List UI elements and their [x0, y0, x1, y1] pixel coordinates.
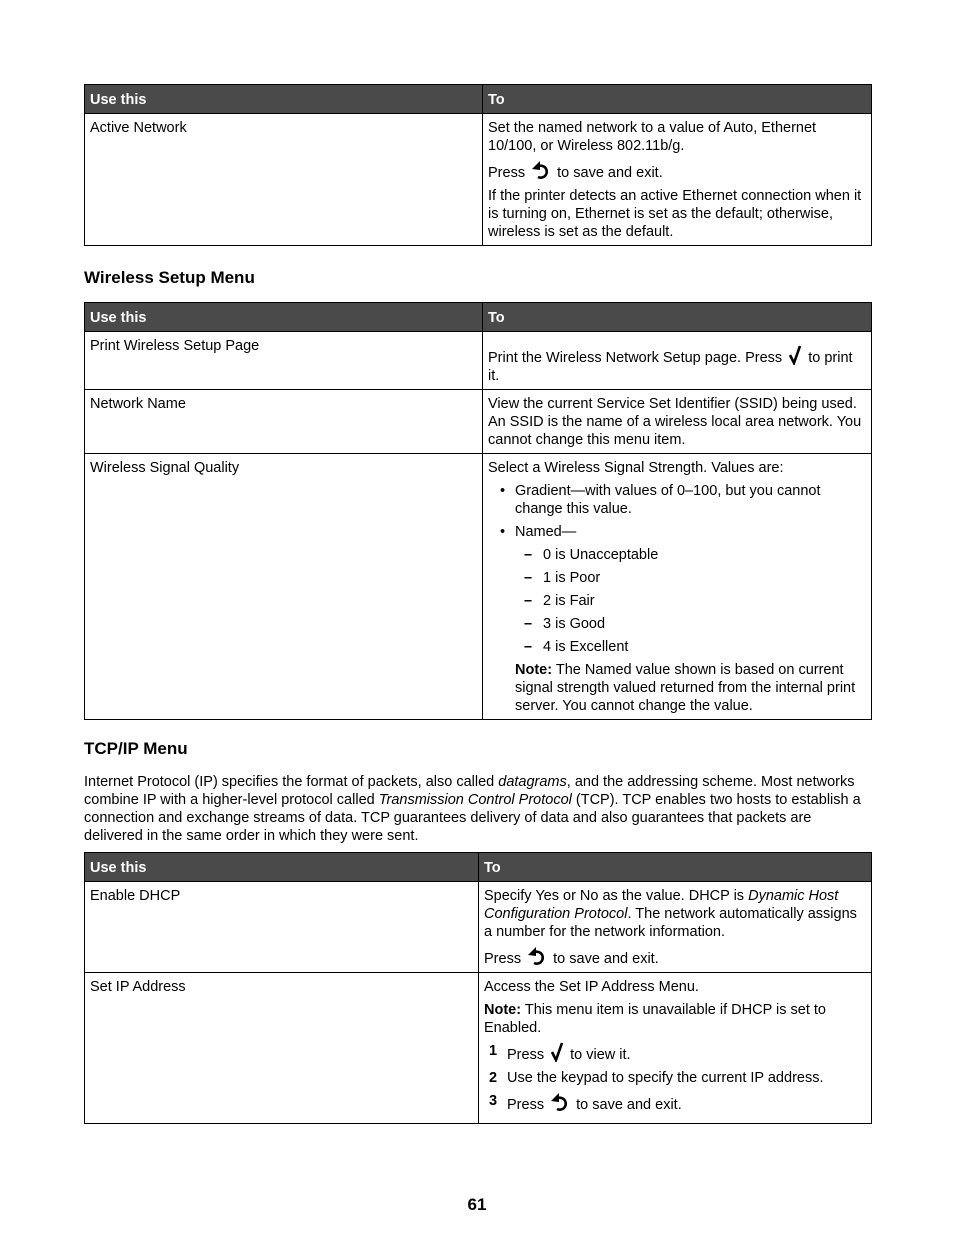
list-item: – 0 is Unacceptable [524, 547, 659, 563]
column-header-to: To [483, 85, 872, 114]
list-item: – 3 is Good [524, 616, 606, 632]
setting-name: Enable DHCP [85, 882, 479, 973]
tcpip-menu-heading: TCP/IP Menu [84, 739, 188, 758]
column-header-use-this: Use this [85, 303, 483, 332]
setting-name: Print Wireless Setup Page [85, 332, 483, 390]
setting-description: Set the named network to a value of Auto, Ethernet 10/100, or Wireless 802.11b/g. Press to save and exit. If the printer detects an active Ethernet connection when it is turning on, Ethernet is set as the default; otherwise, wireless is set as the default. [483, 114, 872, 246]
table-row [85, 390, 872, 454]
setting-name: Set IP Address [85, 973, 479, 1124]
list-item: • Named— [488, 523, 866, 541]
table-row [85, 332, 872, 390]
back-arrow-icon [550, 1092, 570, 1112]
list-item: 1 Press to view it. [489, 1043, 631, 1063]
column-header-use-this: Use this [85, 853, 479, 882]
press-instruction: Press to save and exit. [488, 160, 866, 182]
setting-description: Print the Wireless Network Setup page. Press to print it. [483, 332, 872, 390]
page-number: 61 [467, 1195, 487, 1214]
table-row [85, 882, 872, 973]
active-network-table [84, 84, 872, 246]
table-row [85, 114, 872, 246]
back-arrow-icon [527, 946, 547, 966]
table-header-row [85, 85, 872, 114]
setting-description: Specify Yes or No as the value. DHCP is Dynamic Host Configuration Protocol. The network automatically assigns a number for the network information. Press to save and exit. [479, 882, 872, 973]
checkmark-icon [550, 1042, 564, 1062]
press-instruction: Press to save and exit. [484, 946, 866, 968]
tcpip-table [84, 852, 872, 1124]
setting-name: Wireless Signal Quality [85, 454, 483, 720]
table-row [85, 454, 872, 720]
tcpip-description: Internet Protocol (IP) specifies the format of packets, also called datagrams, and the addressing scheme. Most networks combine IP with a higher-level protocol called Transmission Control Protocol (TCP). TCP enables two hosts to establish a connection and exchange streams of data. TCP guarantees delivery of data and also guarantees that packets are delivered in the same order in which they were sent. [84, 774, 861, 844]
setting-description: Select a Wireless Signal Strength. Values are: • Gradient—with values of 0–100, but you cannot change this value. • Named— – 0 is Unacceptable – 1 is Poor – 2 is Fair – 3 is Good – 4 is Excellent Note: The Named value shown is based on current signal strength valued returned from the internal print server. You cannot change the value. [483, 454, 872, 720]
wireless-setup-menu-heading: Wireless Setup Menu [84, 268, 255, 287]
setting-name: Active Network [85, 114, 483, 246]
list-item: 2 Use the keypad to specify the current IP address. [489, 1070, 824, 1086]
table-row [85, 973, 872, 1124]
list-item: – 4 is Excellent [524, 639, 629, 655]
checkmark-icon [788, 345, 802, 365]
list-item: 3 Press to save and exit. [489, 1093, 682, 1113]
wireless-setup-table [84, 302, 872, 720]
setting-description: View the current Service Set Identifier (SSID) being used. An SSID is the name of a wireless local area network. You cannot change this menu item. [483, 390, 872, 454]
note: Note: The Named value shown is based on current signal strength valued returned from the internal print server. You cannot change the value. [515, 662, 856, 714]
list-item: – 1 is Poor [524, 570, 601, 586]
column-header-to: To [479, 853, 872, 882]
list-item: • Gradient—with values of 0–100, but you cannot change this value. [488, 482, 866, 518]
note: Note: This menu item is unavailable if DHCP is set to Enabled. [484, 1002, 826, 1036]
table-header-row [85, 853, 872, 882]
column-header-to: To [483, 303, 872, 332]
back-arrow-icon [531, 160, 551, 180]
column-header-use-this: Use this [85, 85, 483, 114]
setting-description: Access the Set IP Address Menu. Note: This menu item is unavailable if DHCP is set to Enabled. 1 Press to view it. 2 Use the keypad to specify the current IP address. 3 Press to save and exit. [479, 973, 872, 1124]
table-header-row [85, 303, 872, 332]
setting-name: Network Name [85, 390, 483, 454]
list-item: – 2 is Fair [524, 593, 595, 609]
